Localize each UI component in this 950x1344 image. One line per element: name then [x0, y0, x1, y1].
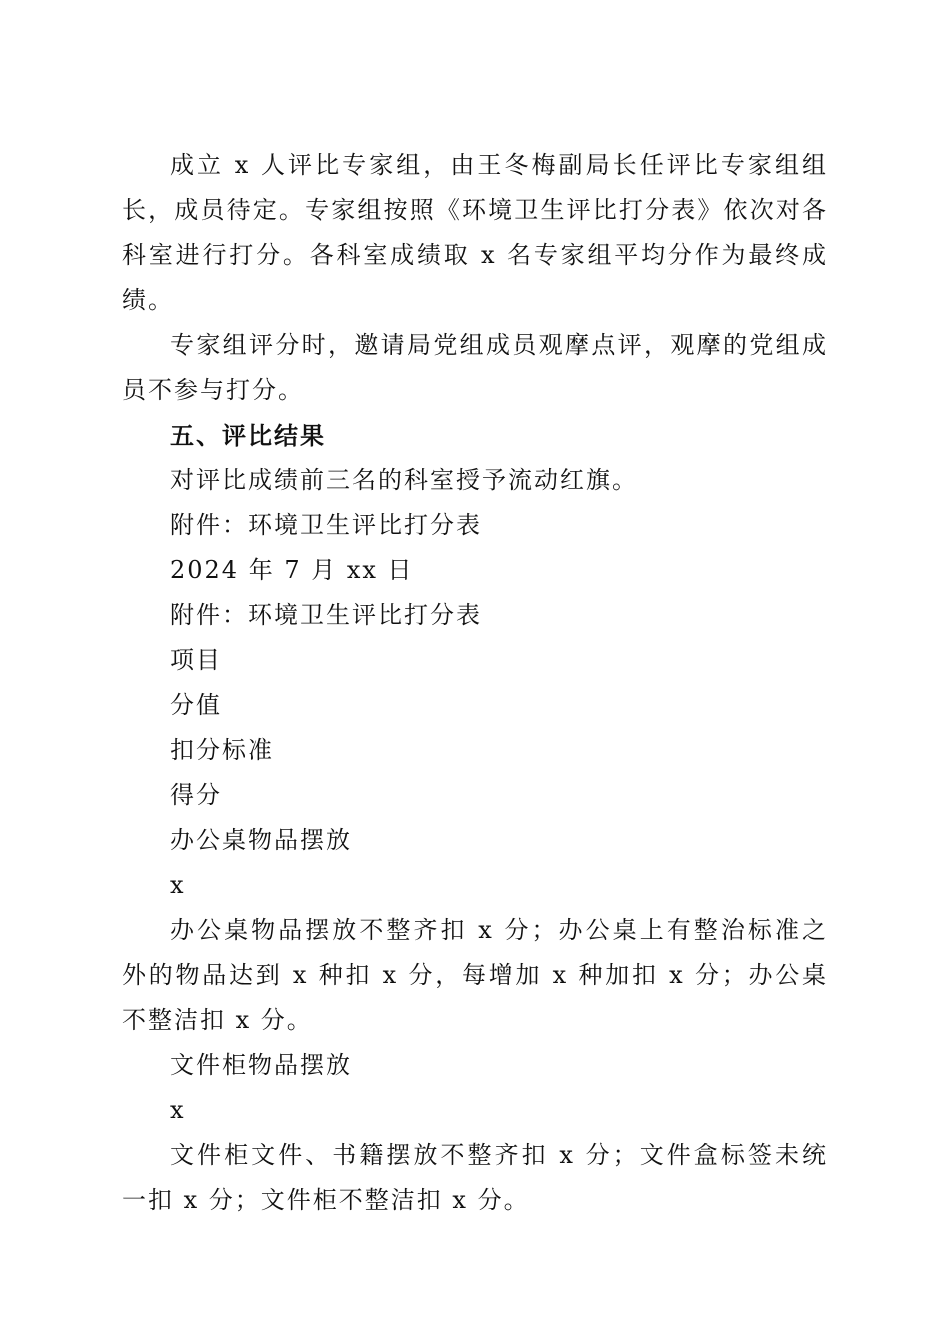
table-cell-desk-value: x [170, 871, 186, 899]
table-header-item: 项目 [170, 646, 222, 674]
date-line: 2024 年 7 月 xx 日 [170, 556, 414, 584]
attachment-title: 附件：环境卫生评比打分表 [170, 601, 482, 629]
table-cell-desk-standard: 办公桌物品摆放不整齐扣 x 分；办公桌上有整治标准之外的物品达到 x 种扣 x 分，每增加 x 种加扣 x 分；办公桌不整洁扣 x 分。 [122, 916, 828, 1034]
table-cell-cabinet-item: 文件柜物品摆放 [170, 1051, 352, 1079]
table-cell-cabinet-standard: 文件柜文件、书籍摆放不整齐扣 x 分；文件盒标签未统一扣 x 分；文件柜不整洁扣 x 分。 [122, 1141, 828, 1214]
table-cell-desk-item: 办公桌物品摆放 [170, 826, 352, 854]
paragraph-observation: 专家组评分时，邀请局党组成员观摩点评，观摩的党组成员不参与打分。 [122, 331, 828, 404]
table-header-deduction-standard: 扣分标准 [170, 736, 274, 764]
table-header-score-value: 分值 [170, 691, 222, 719]
document-body [122, 143, 828, 1223]
table-cell-cabinet-value: x [170, 1096, 186, 1124]
paragraph-red-flag: 对评比成绩前三名的科室授予流动红旗。 [170, 466, 638, 494]
attachment-line: 附件：环境卫生评比打分表 [170, 511, 482, 539]
section-heading-results: 五、评比结果 [170, 421, 326, 450]
table-header-score: 得分 [170, 781, 222, 809]
paragraph-expert-group: 成立 x 人评比专家组，由王冬梅副局长任评比专家组组长，成员待定。专家组按照《环境卫生评比打分表》依次对各科室进行打分。各科室成绩取 x 名专家组平均分作为最终成绩。 [122, 151, 828, 314]
